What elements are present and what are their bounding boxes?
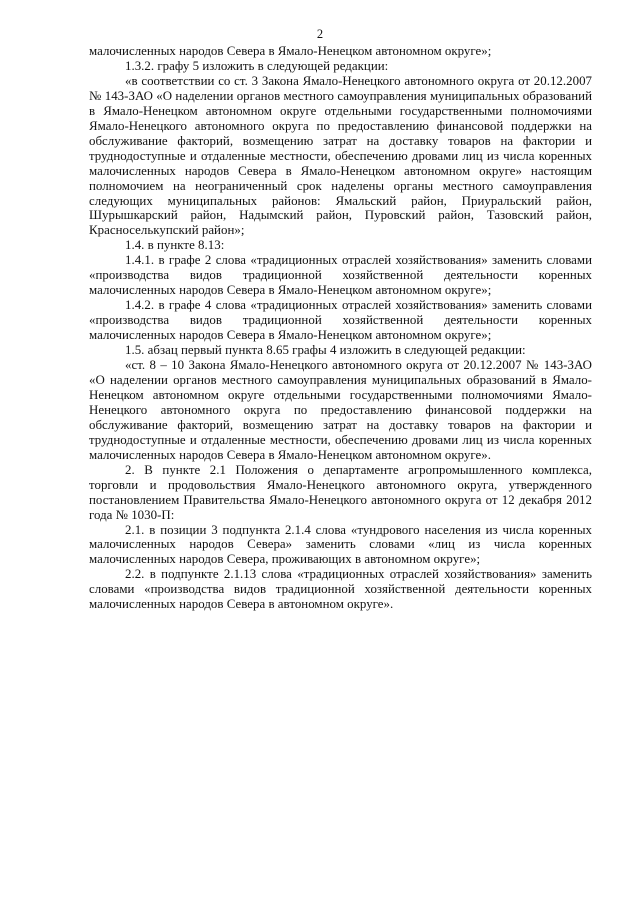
page-number: 2 (316, 27, 324, 41)
paragraph-item-2: 2. В пункте 2.1 Положения о департаменте агропромышленного комплекса, торговли и продовольствия Ямало-Ненецкого автономного округа, утвержденного постановлением Правительства Ямало-Ненецкого автономного округа от 12 декабря 2012 года № 1030-П: (89, 462, 592, 522)
paragraph-item-2-2: 2.2. в подпункте 2.1.13 слова «традиционных отраслей хозяйствования» заменить словами «производства видов традиционной хозяйственной деятельности коренных малочисленных народов Севера в автономном округе». (89, 567, 592, 612)
paragraph-item-1-4-1: 1.4.1. в графе 2 слова «традиционных отраслей хозяйствования» заменить словами «производства видов традиционной хозяйственной деятельности коренных малочисленных народов Севера в Ямало-Ненецком автономном округе»; (89, 253, 592, 298)
paragraph-item-1-5: 1.5. абзац первый пункта 8.65 графы 4 изложить в следующей редакции: (125, 343, 526, 358)
paragraph-item-1-4: 1.4. в пункте 8.13: (125, 238, 225, 253)
paragraph-continuation: малочисленных народов Севера в Ямало-Ненецком автономном округе»; (89, 44, 492, 58)
document-body (89, 44, 592, 612)
paragraph-item-1-4-2: 1.4.2. в графе 4 слова «традиционных отраслей хозяйствования» заменить словами «производства видов традиционной хозяйственной деятельности коренных малочисленных народов Севера в Ямало-Ненецком автономном округе»; (89, 298, 592, 343)
paragraph-item-1-3-2: 1.3.2. графу 5 изложить в следующей редакции: (125, 58, 389, 73)
paragraph-quote-column-4: «ст. 8 – 10 Закона Ямало-Ненецкого автономного округа от 20.12.2007 № 143-ЗАО «О наделении органов местного самоуправления муниципальных образований в Ямало-Ненецком автономном округе отдельными государственными полномочиями Ямало-Ненецкого автономного округа по предоставлению финансовой поддержки на обслуживание факторий, возмещению затрат на доставку товаров на фактории и труднодоступные и отдаленные местности, обеспечению дровами лиц из числа коренных малочисленных народов Севера в Ямало-Ненецком автономном округе». (89, 358, 592, 462)
paragraph-item-2-1: 2.1. в позиции 3 подпункта 2.1.4 слова «тундрового населения из числа коренных малочисленных народов Севера» заменить словами «лиц из числа коренных малочисленных народов Севера, проживающих в автономном округе»; (89, 522, 592, 567)
paragraph-quote-column-5: «в соответствии со ст. 3 Закона Ямало-Ненецкого автономного округа от 20.12.2007 № 143-ЗАО «О наделении органов местного самоуправления муниципальных образований в Ямало-Ненецком автономном округе отдельными государственными полномочиями Ямало-Ненецкого автономного округа по предоставлению финансовой поддержки на обслуживание факторий, возмещению затрат на доставку товаров на фактории и труднодоступные и отдаленные местности, обеспечению дровами лиц из числа коренных малочисленных народов Севера в Ямало-Ненецком автономном округе» настоящим полномочием на неограниченный срок наделены органы местного самоуправления следующих муниципальных районов: Ямальский район, Приуральский район, Шурышкарский район, Надымский район, Пуровский район, Тазовский район, Красноселькупский район»; (89, 73, 592, 238)
